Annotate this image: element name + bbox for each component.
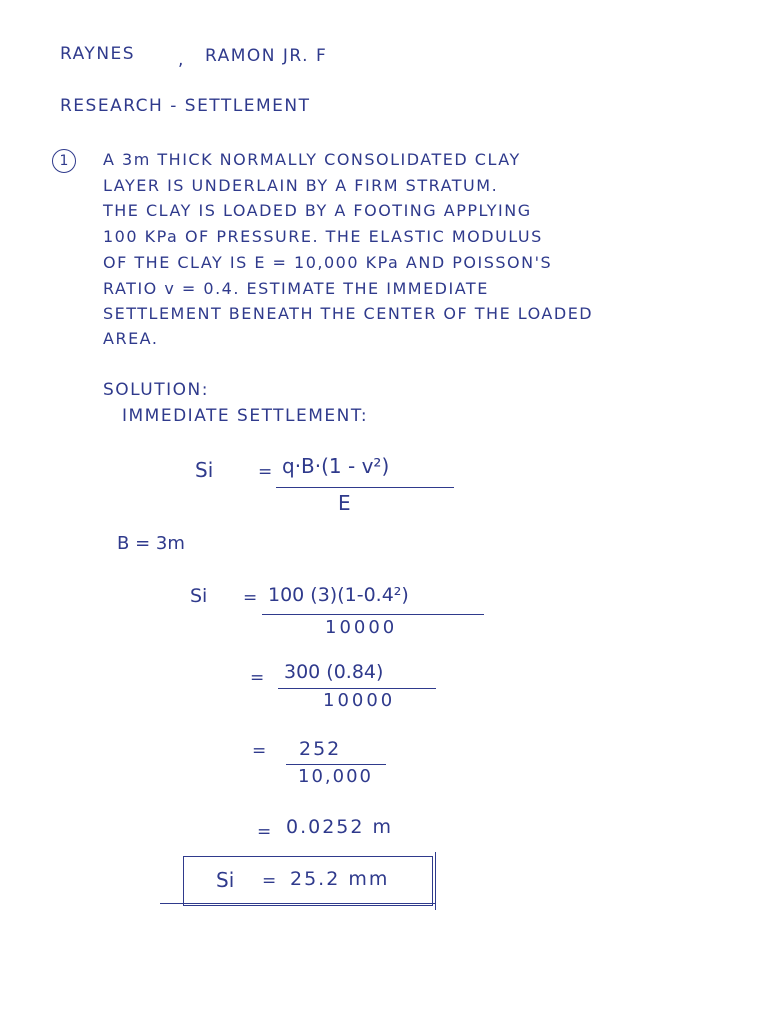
step4-value: 0.0252 m [286, 816, 394, 838]
given-b: B = 3m [117, 533, 185, 554]
problem-line-6: RATIO v = 0.4. ESTIMATE THE IMMEDIATE [103, 279, 489, 298]
formula-numerator: q·B·(1 - v²) [282, 454, 390, 478]
formula-fraction-bar [276, 487, 454, 488]
step2-denominator: 10000 [323, 690, 396, 711]
step3-numerator: 252 [299, 738, 342, 760]
author-last-name: RAYNES [60, 44, 136, 64]
step3-fraction-bar [286, 764, 386, 765]
step2-numerator: 300 (0.84) [284, 661, 384, 683]
formula-equals: = [258, 462, 273, 482]
step1-equals: = [243, 588, 258, 608]
solution-subtitle: IMMEDIATE SETTLEMENT: [122, 406, 369, 426]
problem-line-5: OF THE CLAY IS E = 10,000 KPa AND POISSON'S [103, 253, 553, 272]
problem-line-4: 100 KPa OF PRESSURE. THE ELASTIC MODULUS [103, 227, 543, 246]
step2-equals: = [250, 668, 265, 688]
answer-box-side-extension [435, 852, 436, 910]
step1-lhs: Si [190, 585, 208, 607]
formula-lhs: Si [195, 458, 214, 482]
author-name-separator: , [178, 50, 185, 70]
step1-numerator: 100 (3)(1-0.4²) [268, 584, 409, 606]
answer-lhs: Si [216, 868, 235, 892]
step4-equals: = [257, 822, 272, 842]
problem-line-7: SETTLEMENT BENEATH THE CENTER OF THE LOADED [103, 304, 594, 323]
problem-line-3: THE CLAY IS LOADED BY A FOOTING APPLYING [103, 201, 532, 220]
step3-denominator: 10,000 [298, 766, 373, 787]
answer-equals: = [262, 871, 277, 891]
problem-line-1: A 3m THICK NORMALLY CONSOLIDATED CLAY [103, 150, 521, 169]
step1-fraction-bar [262, 614, 484, 615]
problem-number: 1 [52, 149, 76, 173]
answer-box-underline-extension [160, 903, 436, 904]
author-first-name: RAMON JR. F [205, 46, 328, 66]
step1-denominator: 10000 [325, 617, 398, 638]
problem-line-8: AREA. [103, 329, 159, 348]
answer-value: 25.2 mm [290, 868, 390, 890]
document-subject: RESEARCH - SETTLEMENT [60, 96, 311, 116]
formula-denominator: E [338, 491, 351, 515]
step3-equals: = [252, 741, 267, 761]
problem-line-2: LAYER IS UNDERLAIN BY A FIRM STRATUM. [103, 176, 499, 195]
step2-fraction-bar [278, 688, 436, 689]
solution-label: SOLUTION: [103, 380, 209, 400]
